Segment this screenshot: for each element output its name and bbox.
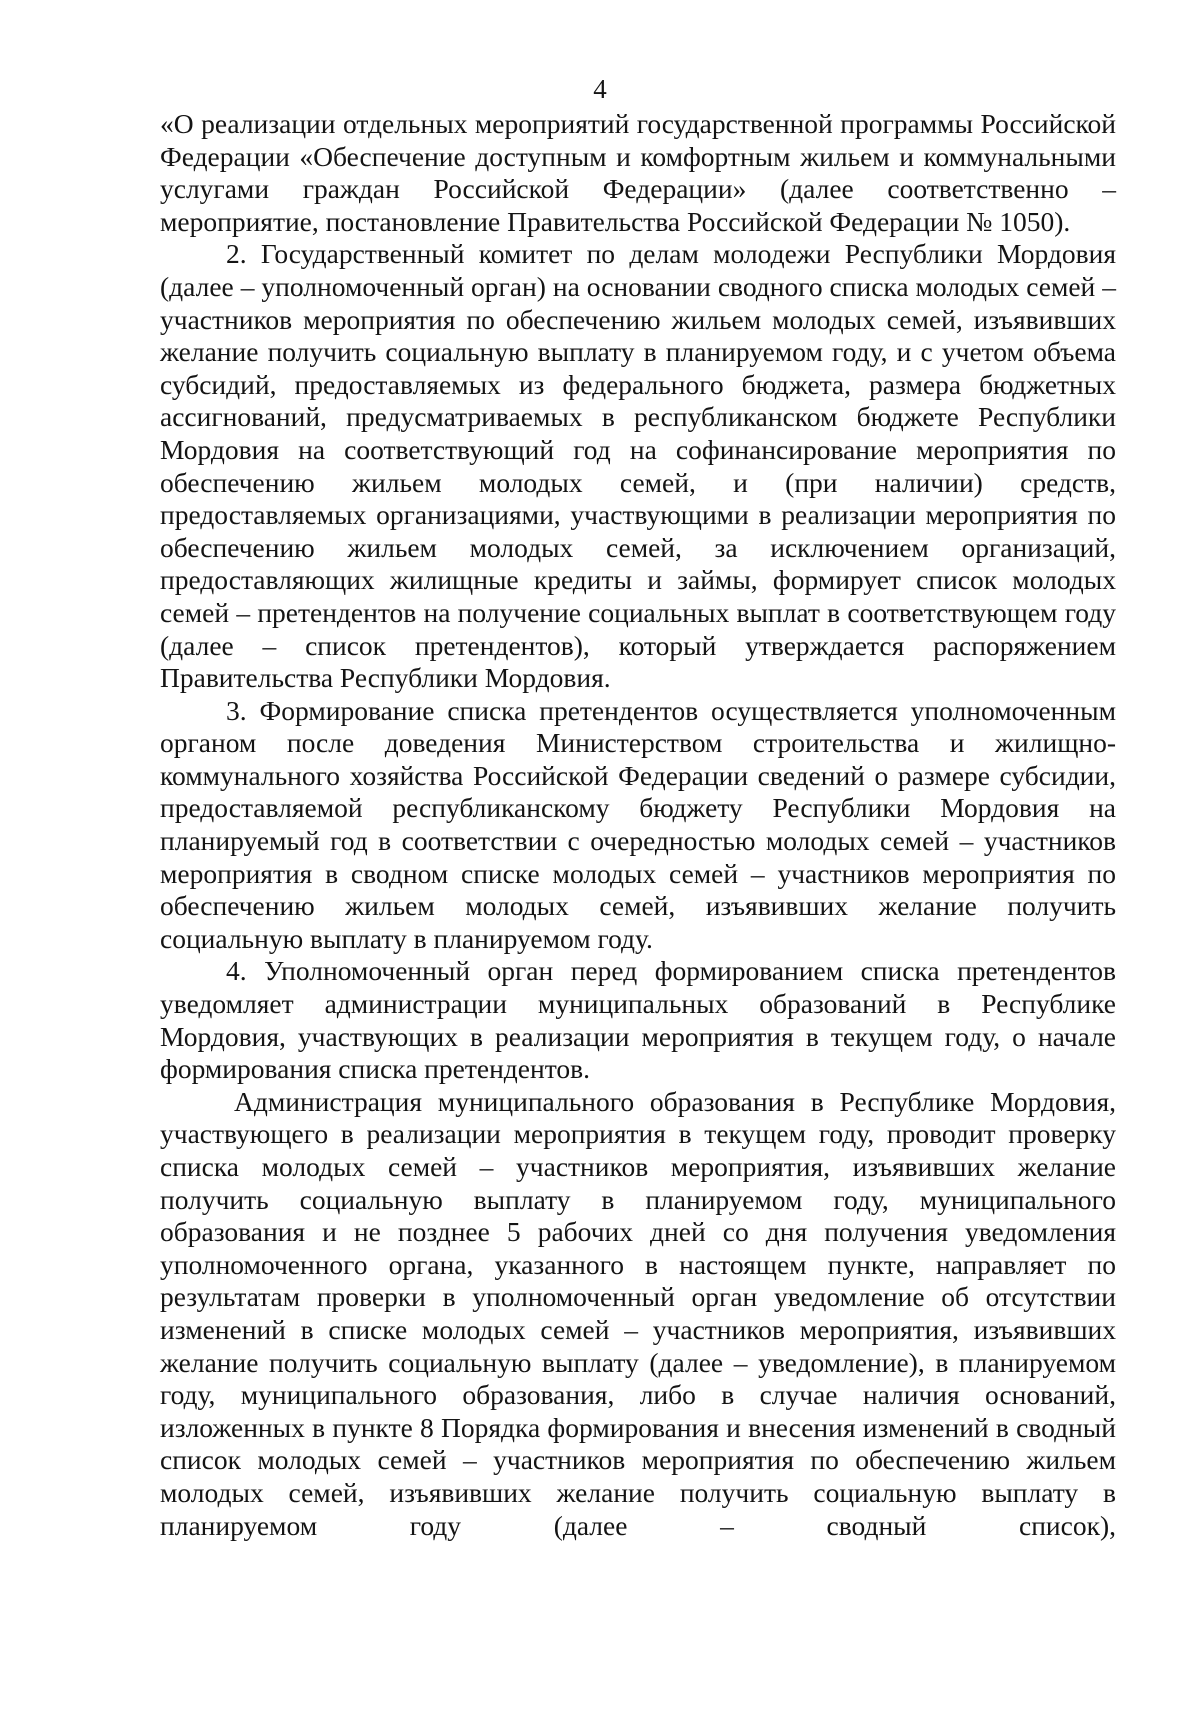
paragraph-administration: Администрация муниципального образования в Республике Мордовия, участвующего в реализации мероприятия в текущем году, проводит проверку списка молодых семей – участников мероприятия, изъявивших желание получить социальную выплату в планируемом году, муниципального образования и не позднее 5 рабочих дней со дня получения уведомления уполномоченного органа, указанного в настоящем пункте, направляет по результатам проверки в уполномоченный орган уведомление об отсутствии изменений в списке молодых семей – участников мероприятия, изъявивших желание получить социальную выплату (далее – уведомление), в планируемом году, муниципального образования, либо в случае наличия оснований, изложенных в пункте 8 Порядка формирования и внесения изменений в сводный список молодых семей – участников мероприятия по обеспечению жильем молодых семей, изъявивших желание получить социальную выплату в планируемом году (далее – сводный список), [160, 1085, 1116, 1541]
paragraph-item-3: 3. Формирование списка претендентов осуществляется уполномоченным органом после доведения Министерством строительства и жилищно-коммунального хозяйства Российской Федерации сведений о размере субсидии, предоставляемой республиканскому бюджету Республики Мордовия на планируемый год в соответствии с очередностью молодых семей – участников мероприятия в сводном списке молодых семей – участников мероприятия по обеспечению жильем молодых семей, изъявивших желание получить социальную выплату в планируемом году. [160, 694, 1116, 954]
paragraph-item-4: 4. Уполномоченный орган перед формированием списка претендентов уведомляет администрации муниципальных образований в Республике Мордовия, участвующих в реализации мероприятия в текущем году, о начале формирования списка претендентов. [160, 955, 1116, 1085]
paragraph-item-2: 2. Государственный комитет по делам молодежи Республики Мордовия (далее – уполномоченный орган) на основании сводного списка молодых семей – участников мероприятия по обеспечению жильем молодых семей, изъявивших желание получить социальную выплату в планируемом году, и с учетом объема субсидий, предоставляемых из федерального бюджета, размера бюджетных ассигнований, предусматриваемых в республиканском бюджете Республики Мордовия на соответствующий год на софинансирование мероприятия по обеспечению жильем молодых семей, и (при наличии) средств, предоставляемых организациями, участвующими в реализации мероприятия по обеспечению жильем молодых семей, за исключением организаций, предоставляющих жилищные кредиты и займы, формирует список молодых семей – претендентов на получение социальных выплат в соответствующем году (далее – список претендентов), который утверждается распоряжением Правительства Республики Мордовия. [160, 238, 1116, 694]
page-number: 4 [593, 74, 607, 104]
paragraph-intro-continuation: «О реализации отдельных мероприятий государственной программы Российской Федерации «Обеспечение доступным и комфортным жильем и коммунальными услугами граждан Российской Федерации» (далее соответственно – мероприятие, постановление Правительства Российской Федерации № 1050). [160, 108, 1116, 237]
document-body [160, 108, 1116, 1542]
